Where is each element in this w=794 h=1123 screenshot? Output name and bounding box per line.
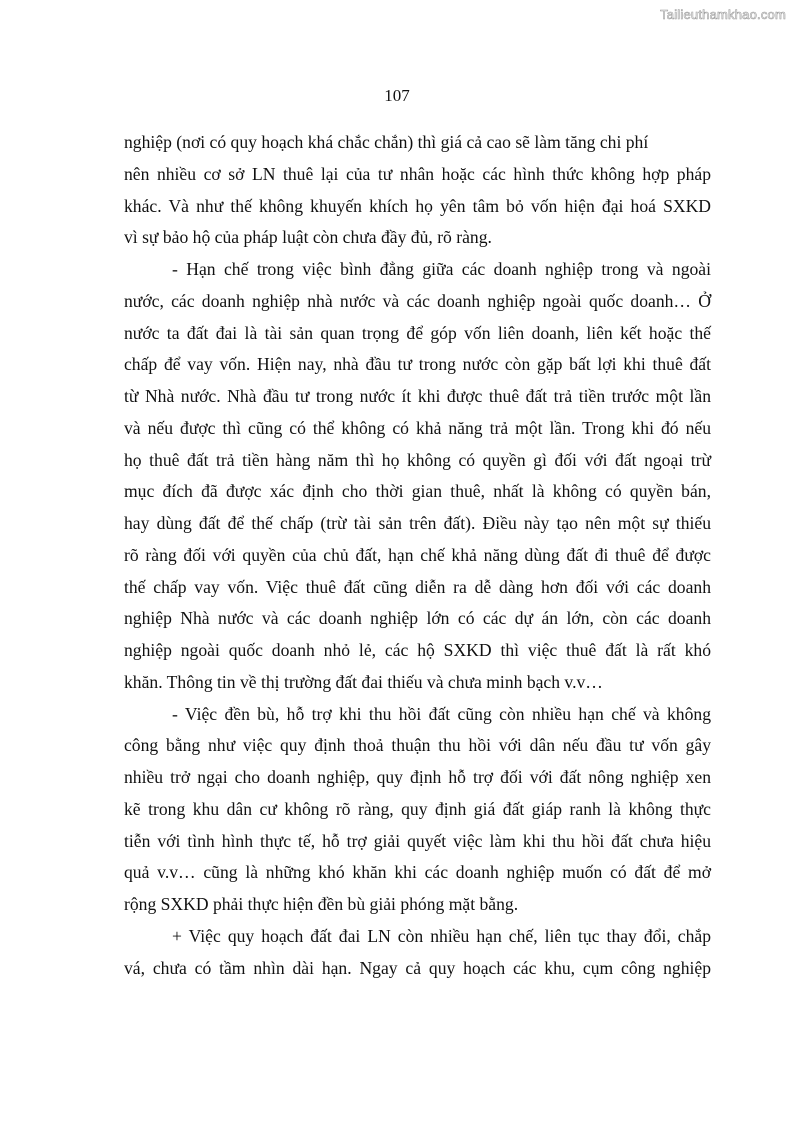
text-line: quả v.v… cũng là những khó khăn khi các doanh nghiệp muốn có đất để mở [124,862,711,883]
text-line: nước, các doanh nghiệp nhà nước và các doanh nghiệp ngoài quốc doanh… Ở [124,290,711,311]
text-line: chấp để vay vốn. Hiện nay, nhà đầu tư trong nước còn gặp bất lợi khi thuê đất [124,354,711,375]
text-line: nghiệp (nơi có quy hoạch khá chắc chắn) thì giá cả cao sẽ làm tăng chi phí [124,132,649,152]
text-line: hay dùng đất để thế chấp (trừ tài sản trên đất). Điều này tạo nên một sự thiếu [124,513,711,533]
text-line: họ thuê đất trả tiền hàng năm thì họ không có quyền gì đối với đất ngoại trừ [124,449,711,470]
body-text [124,127,711,984]
text-line: nhiều trở ngại cho doanh nghiệp, quy định hỗ trợ đối với đất nông nghiệp xen [124,767,711,787]
text-line: vá, chưa có tầm nhìn dài hạn. Ngay cả quy hoạch các khu, cụm công nghiệp [124,957,711,978]
text-line: tiễn với tình hình thực tế, hỗ trợ giải quyết việc làm khi thu hồi đất chưa hiệu [124,830,711,851]
text-line: kẽ trong khu dân cư không rõ ràng, quy định giá đất giáp ranh là không thực [124,798,711,819]
text-line: và nếu được thì cũng có thể không có khả năng trả một lần. Trong khi đó nếu [124,417,711,438]
text-line: mục đích đã được xác định cho thời gian thuê, nhất là không có quyền bán, [124,481,711,502]
watermark-text: Tailieuthamkhao.com [660,7,786,22]
text-line: khác. Và như thế không khuyến khích họ yên tâm bỏ vốn hiện đại hoá SXKD [124,195,711,216]
text-line: nên nhiều cơ sở LN thuê lại của tư nhân hoặc các hình thức không hợp pháp [124,163,711,184]
text-line: rộng SXKD phải thực hiện đền bù giải phóng mặt bằng. [124,894,519,914]
text-line: thế chấp vay vốn. Việc thuê đất cũng diễn ra dễ dàng hơn đối với các doanh [124,576,711,597]
text-line: rõ ràng đối với quyền của chủ đất, hạn chế khả năng dùng đất đi thuê để được [124,544,711,565]
text-line: khăn. Thông tin về thị trường đất đai thiếu và chưa minh bạch v.v… [124,671,603,692]
paragraph-start-line: - Hạn chế trong việc bình đẳng giữa các doanh nghiệp trong và ngoài [172,259,711,279]
paragraph-start-line: + Việc quy hoạch đất đai LN còn nhiều hạn chế, liên tục thay đổi, chắp [172,925,711,946]
text-line: vì sự bảo hộ của pháp luật còn chưa đầy đủ, rõ ràng. [124,227,492,248]
text-line: từ Nhà nước. Nhà đầu tư trong nước ít khi được thuê đất trả tiền trước một lần [124,386,711,406]
text-line: công bằng như việc quy định thoả thuận thu hồi với dân nếu đầu tư vốn gây [124,735,711,756]
text-line: nước ta đất đai là tài sản quan trọng để góp vốn liên doanh, liên kết hoặc thế [124,322,711,343]
text-line: nghiệp Nhà nước và các doanh nghiệp lớn có các dự án lớn, còn các doanh [124,608,711,629]
text-line: nghiệp ngoài quốc doanh nhỏ lẻ, các hộ SXKD thì việc thuê đất là rất khó [124,640,711,660]
paragraph-start-line: - Việc đền bù, hỗ trợ khi thu hồi đất cũng còn nhiều hạn chế và không [172,703,711,724]
page-number: 107 [384,86,410,105]
